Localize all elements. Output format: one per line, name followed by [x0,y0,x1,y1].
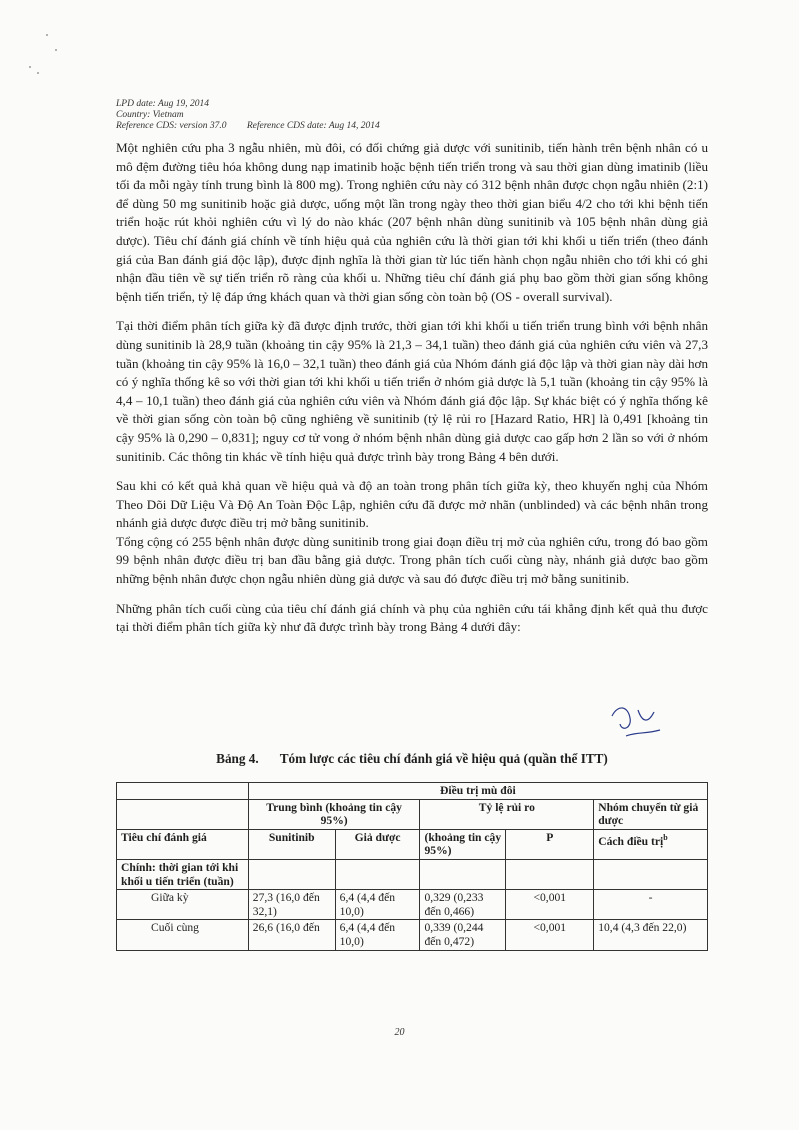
paragraph-open-label: Tổng cộng có 255 bệnh nhân được dùng sunitinib trong giai đoạn điều trị mở của nghiên cứu, trong đó bao gồm 99 bệnh nhân được điều trị ban đầu bằng giả dược. Trong phân tích cuối cùng này, nhánh giả dược bao gồm những bệnh nhân được chọn ngẫu nhiên dùng giả dược và sau đó được điều trị mở bằng sunitinib. [116,533,708,587]
paragraph-unblinding: Sau khi có kết quả khả quan về hiệu quả và độ an toàn trong phân tích giữa kỳ, theo khuyến nghị của Nhóm Theo Dõi Dữ Liệu Và Độ An Toàn Độc Lập, nghiên cứu đã được mở nhãn (unblinded) và các bệnh nhân trong nhánh giả dược được điều trị mở bằng sunitinib. [116,478,708,531]
placebo-value: 6,4 (4,4 đến 10,0) [335,890,420,920]
placebo-value: 6,4 (4,4 đến 10,0) [335,920,420,950]
crossover-header: Nhóm chuyển từ giả dược [594,799,708,829]
p-column-header: P [506,829,594,859]
scan-speck [29,66,31,68]
table-caption [116,751,708,767]
primary-endpoint-label: Chính: thời gian tới khi khối u tiến triển (tuần) [117,859,249,889]
endpoint-column-header: Tiêu chí đánh giá [117,829,249,859]
paragraph-final-analysis: Những phân tích cuối cùng của tiêu chí đánh giá chính và phụ của nghiên cứu tái khẳng định kết quả thu được tại thời điểm phân tích giữa kỳ như đã được trình bày trong Bảng 4 dưới đây: [116,600,708,635]
scan-speck [55,49,57,51]
row-label: Cuối cùng [117,920,249,950]
page-number: 20 [394,1027,405,1038]
efficacy-table [116,782,708,951]
sunitinib-value: 27,3 (16,0 đến 32,1) [248,890,335,920]
table-header-row [117,783,708,800]
p-value: <0,001 [506,890,594,920]
hazard-ratio-value: 0,329 (0,233 đến 0,466) [420,890,506,920]
table-row [117,890,708,920]
table-number: Bảng 4. [216,751,259,766]
body-text [116,139,708,648]
handwritten-mark-icon [608,702,668,742]
table-section-row [117,859,708,889]
crossover-value: 10,4 (4,3 đến 22,0) [594,920,708,950]
scan-speck [46,34,48,36]
median-header: Trung bình (khoảng tin cậy 95%) [248,799,420,829]
table-header-row [117,799,708,829]
placebo-column-header: Giả dược [335,829,420,859]
cds-date: Reference CDS date: Aug 14, 2014 [246,121,380,131]
country: Country: Vietnam [116,110,184,120]
group-header: Điều trị mù đôi [248,783,707,800]
hazard-ratio-value: 0,339 (0,244 đến 0,472) [420,920,506,950]
table-header-row [117,829,708,859]
row-label: Giữa kỳ [117,890,249,920]
table-title: Tóm lược các tiêu chí đánh giá về hiệu quả (quần thể ITT) [279,751,608,766]
crossover-value: - [594,890,708,920]
treatment-column-header: Cách điều trị$^b$ [594,829,708,859]
document-header [116,99,380,132]
lpd-date: LPD date: Aug 19, 2014 [116,99,209,109]
ci-column-header: (khoảng tin cậy 95%) [420,829,506,859]
hazard-ratio-header: Tỷ lệ rủi ro [420,799,594,829]
sunitinib-value: 26,6 (16,0 đến [248,920,335,950]
cds-version: Reference CDS: version 37.0 [116,121,227,131]
table-row [117,920,708,950]
sunitinib-column-header: Sunitinib [248,829,335,859]
paragraph-study-design: Một nghiên cứu pha 3 ngẫu nhiên, mù đôi, có đối chứng giả dược với sunitinib, tiến hành trên bệnh nhân có u mô đệm đường tiêu hóa không dung nạp imatinib hoặc bệnh tiến triển trong và sau thời gian dùng imatinib (liều tối đa mỗi ngày tính trung bình là 800 mg). Trong nghiên cứu này có 312 bệnh nhân được chọn ngẫu nhiên (2:1) để dùng 50 mg sunitinib hoặc giả dược, uống một lần trong ngày theo thời gian biểu 4/2 cho tới khi bệnh tiến triển hoặc rút khỏi nghiên cứu vì lý do nào khác (207 bệnh nhân dùng sunitinib và 105 bệnh nhân dùng giả dược). Tiêu chí đánh giá chính về tính hiệu quả của nghiên cứu là thời gian tới khi khối u tiến triển (theo đánh giá của Ban đánh giá độc lập), được định nghĩa là thời gian từ lúc tiến hành chọn ngẫu nhiên cho tới khi có ghi nhận đầu tiên về sự tiến triển rõ ràng của khối u. Những tiêu chí đánh giá phụ bao gồm thời gian sống không bệnh tiến triển, tỷ lệ đáp ứng khách quan và thời gian sống còn toàn bộ (OS - overall survival). [116,140,708,304]
p-value: <0,001 [506,920,594,950]
scan-speck [37,72,39,74]
paragraph-interim-analysis: Tại thời điểm phân tích giữa kỳ đã được định trước, thời gian tới khi khối u tiến triển trung bình với bệnh nhân dùng sunitinib là 28,9 tuần (khoảng tin cậy 95% là 21,3 – 34,1 tuần) theo đánh giá của nghiên cứu viên và 27,3 tuần (khoảng tin cậy 95% là 16,0 – 32,1 tuần) theo đánh giá của Nhóm đánh giá độc lập và thời gian này dài hơn có ý nghĩa thống kê so với thời gian tới khi khối u tiến triển ở nhóm giả dược là 5,1 tuần (khoảng tin cậy 95% là 4,4 – 10,1 tuần) theo đánh giá của nghiên cứu viên và Nhóm đánh giá độc lập. Sự khác biệt có ý nghĩa thống kê về thời gian sống còn toàn bộ cũng nghiêng về sunitinib (tỷ lệ rủi ro [Hazard Ratio, HR] là 0,491 [khoảng tin cậy 95% là 0,290 – 0,831]; nguy cơ tử vong ở nhóm bệnh nhân dùng giả dược cao gấp hơn 2 lần so với ở nhóm sunitinib. Các thông tin khác về tính hiệu quả được trình bày trong Bảng 4 bên dưới. [116,318,708,464]
